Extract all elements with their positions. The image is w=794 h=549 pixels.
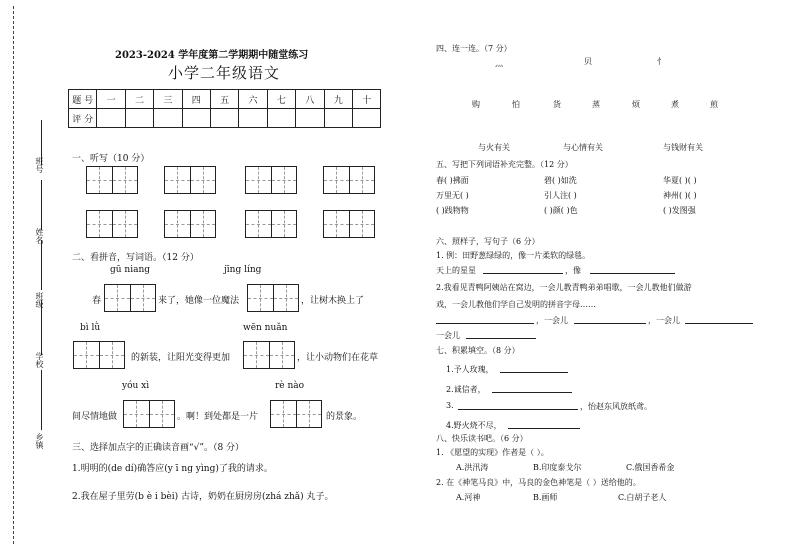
idiom-blank[interactable]: ( )发图强 <box>663 206 696 215</box>
section-5-title: 五、写把下列词语补充完整。（12 分） <box>436 160 573 169</box>
sentence-text: ，像 <box>565 266 581 275</box>
match-char[interactable]: 购 <box>472 100 480 109</box>
score-col: 六 <box>239 90 267 109</box>
section-8-title: 八、快乐读书吧。（6 分） <box>436 434 528 443</box>
dictation-grid[interactable] <box>164 210 216 238</box>
radical[interactable]: 灬 <box>495 59 503 68</box>
fill-line: 1.予人玫瑰， <box>446 365 494 374</box>
idiom-blank[interactable]: ( )颜( )色 <box>544 206 578 215</box>
margin-line <box>41 300 42 355</box>
dictation-grid[interactable] <box>245 166 297 194</box>
pinyin: bì lǜ <box>80 323 101 333</box>
dictation-grid[interactable] <box>164 166 216 194</box>
score-col: 五 <box>210 90 238 109</box>
example-sentence: 1. 例：田野葱绿绿的，像一片柔软的绿毯。 <box>436 251 591 260</box>
idiom-blank[interactable]: 神州( )( ) <box>663 191 697 200</box>
pinyin-answer-grid[interactable] <box>104 284 156 312</box>
score-cell[interactable] <box>182 109 210 128</box>
idiom-blank[interactable]: ( )践物物 <box>436 206 469 215</box>
match-char[interactable]: 煮 <box>671 100 679 109</box>
exam-title: 2023-2024 学年度第二学期期中随堂练习 <box>115 50 309 61</box>
score-col: 十 <box>352 90 380 109</box>
fill-line: ，怡赵东风放纸鸢。 <box>580 402 652 411</box>
match-char[interactable]: 怕 <box>512 100 520 109</box>
sentence-text: 戏，一会儿教他们学自己发明的拼音字母…… <box>436 300 596 309</box>
idiom-blank[interactable]: 春( )拂面 <box>436 176 469 185</box>
answer-blank[interactable] <box>685 323 753 324</box>
score-col: 三 <box>154 90 182 109</box>
fill-line: 3. <box>446 401 454 410</box>
match-char[interactable]: 蒸 <box>592 100 600 109</box>
score-col: 二 <box>125 90 153 109</box>
answer-blank[interactable] <box>436 323 534 324</box>
margin-label-town: 乡镇 <box>35 433 44 449</box>
score-col: 九 <box>324 90 352 109</box>
pinyin: yóu xì <box>122 381 150 391</box>
score-col: 八 <box>296 90 324 109</box>
margin-line <box>41 240 42 290</box>
score-cell[interactable] <box>125 109 153 128</box>
match-char[interactable]: 煎 <box>710 100 718 109</box>
score-cell[interactable] <box>324 109 352 128</box>
radical[interactable]: 忄 <box>657 57 665 66</box>
sentence-text: 天上的星星 <box>436 266 476 275</box>
score-cell[interactable] <box>97 109 125 128</box>
match-char[interactable]: 烦 <box>632 100 640 109</box>
answer-blank[interactable] <box>483 273 563 274</box>
margin-label-school: 学校 <box>35 352 44 368</box>
section-7-title: 七、积累填空。（8 分） <box>436 346 520 355</box>
binding-dashed-line <box>13 6 14 544</box>
pinyin: wēn nuǎn <box>243 323 288 333</box>
pinyin-answer-grid[interactable] <box>247 284 299 312</box>
answer-blank[interactable] <box>458 409 578 410</box>
idiom-blank[interactable]: 万里无( ) <box>436 191 469 200</box>
question-3-1: 1.明明的(de dí)确答应(y ī ng yìng)了我的请求。 <box>72 464 273 474</box>
pinyin-answer-grid[interactable] <box>270 400 322 428</box>
match-char[interactable]: 货 <box>553 100 561 109</box>
sentence-text: ，让小动物们在花草 <box>297 353 379 363</box>
sentence-text: ，一会儿 <box>648 316 680 325</box>
sentence-text: 的景象。 <box>326 412 363 422</box>
section-3-title: 三、选择加点字的正确读音画“√”。（8 分） <box>72 443 245 453</box>
idiom-blank[interactable]: 碧( )如洗 <box>544 176 577 185</box>
answer-blank[interactable] <box>574 323 646 324</box>
dictation-grid[interactable] <box>86 166 138 194</box>
option[interactable]: C.俄国香希金 <box>626 463 675 472</box>
option[interactable]: B.画师 <box>533 493 558 502</box>
idiom-blank[interactable]: 引人注( ) <box>544 191 577 200</box>
sentence-text: 。啊！到处都是一片 <box>177 412 259 422</box>
example-sentence-2: 2.我看见青鸭阿姨站在窝边，一会儿教青鸭弟弟唱歌，一会儿教他们做游 <box>436 283 692 292</box>
sentence-text: ，一会儿 <box>536 316 568 325</box>
answer-blank[interactable] <box>466 338 536 339</box>
option[interactable]: C.白胡子老人 <box>618 493 667 502</box>
margin-label-class: 班级 <box>35 292 44 308</box>
option[interactable]: A.河神 <box>456 493 481 502</box>
score-cell[interactable] <box>154 109 182 128</box>
answer-blank[interactable] <box>590 273 675 274</box>
option[interactable]: A.洪汛涛 <box>456 463 489 472</box>
pinyin-answer-grid[interactable] <box>73 341 125 369</box>
score-col: 七 <box>267 90 295 109</box>
answer-blank[interactable] <box>492 392 572 393</box>
section-4-title: 四、连一连。（7 分） <box>436 44 512 53</box>
score-cell[interactable] <box>296 109 324 128</box>
question-8-1: 1. 《愿望的实现》作者是（ ）。 <box>436 448 549 457</box>
sentence-text: ，让树木换上了 <box>301 296 365 306</box>
dictation-grid[interactable] <box>323 210 375 238</box>
match-meaning[interactable]: 与火有关 <box>478 143 510 152</box>
dictation-grid[interactable] <box>86 210 138 238</box>
score-cell[interactable] <box>210 109 238 128</box>
match-meaning[interactable]: 与心情有关 <box>563 143 603 152</box>
radical[interactable]: 贝 <box>584 57 592 66</box>
answer-blank[interactable] <box>500 372 568 373</box>
score-row-label: 评 分 <box>69 109 97 128</box>
answer-blank[interactable] <box>508 428 580 429</box>
fill-line: 2.诚信者， <box>446 385 486 394</box>
sentence-text: 一会儿 <box>436 331 460 340</box>
section-1-title: 一、听写（10 分） <box>72 154 150 164</box>
option[interactable]: B.印度泰戈尔 <box>533 463 582 472</box>
score-table <box>68 89 381 128</box>
question-8-2: 2. 在《神笔马良》中，马良的金色神笔是（ ）送给他的。 <box>436 478 641 487</box>
pinyin: rè nào <box>275 381 305 391</box>
match-meaning[interactable]: 与钱财有关 <box>663 143 703 152</box>
score-col: 四 <box>182 90 210 109</box>
margin-label-banhao: 班号 <box>35 157 44 173</box>
idiom-blank[interactable]: 华夏( )( ) <box>663 176 697 185</box>
dictation-grid[interactable] <box>323 166 375 194</box>
score-cell[interactable] <box>267 109 295 128</box>
margin-line <box>41 180 42 230</box>
question-3-2: 2.我在屋子里劳(b è i bèi) 古诗，奶奶在厨房房(zhá zhǎ) 丸子。 <box>72 492 334 502</box>
pinyin-answer-grid[interactable] <box>243 341 295 369</box>
exam-subtitle: 小学二年级语文 <box>168 64 281 82</box>
section-2-title: 二、看拼音，写词语。（12 分） <box>72 253 199 263</box>
sentence-text: 间尽情地做 <box>72 412 118 422</box>
sentence-text: 来了，她像一位魔法 <box>158 296 240 306</box>
score-cell[interactable] <box>239 109 267 128</box>
section-6-title: 六、照样子，写句子（6 分） <box>436 237 540 246</box>
dictation-grid[interactable] <box>245 210 297 238</box>
pinyin-answer-grid[interactable] <box>123 400 175 428</box>
margin-line <box>41 370 42 430</box>
score-col: 一 <box>97 90 125 109</box>
score-header-label: 题 号 <box>69 90 97 109</box>
sentence-text: 的新装，让阳光变得更加 <box>131 353 231 363</box>
score-cell[interactable] <box>352 109 380 128</box>
fill-line: 4.野火烧不尽， <box>446 421 502 430</box>
sentence-text: 春 <box>92 296 102 306</box>
pinyin: gū niang <box>110 265 151 275</box>
margin-label-name: 姓名 <box>35 228 44 244</box>
pinyin: jīng líng <box>224 265 262 275</box>
